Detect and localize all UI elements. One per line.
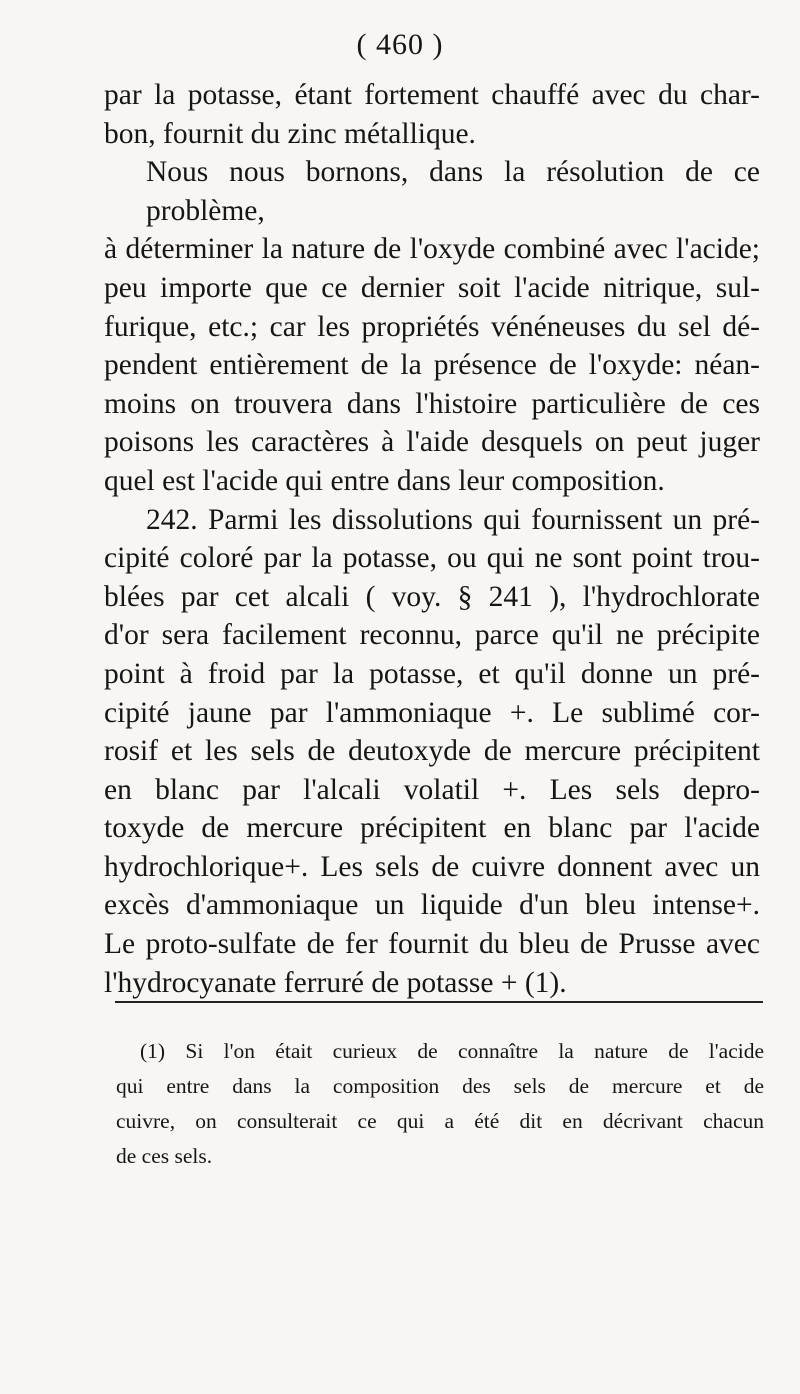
text-line: l'hydrocyanate ferruré de potasse + (1). <box>104 966 567 999</box>
body-text <box>104 76 760 1002</box>
text-line: rosif et les sels de deutoxyde de mercure précipitent <box>104 735 760 768</box>
text-line: pendent entièrement de la présence de l'oxyde: néan- <box>104 349 760 382</box>
text-line: quel est l'acide qui entre dans leur composition. <box>104 464 665 497</box>
footnote-rule <box>115 1001 763 1003</box>
footnote <box>116 1034 764 1174</box>
text-line: poisons les caractères à l'aide desquels on peut juger <box>104 426 760 459</box>
text-line: d'or sera facilement reconnu, parce qu'il ne précipite <box>104 619 760 652</box>
text-line: blées par cet alcali ( voy. § 241 ), l'hydrochlorate <box>104 580 760 613</box>
text-line: par la potasse, étant fortement chauffé avec du char- <box>104 79 760 111</box>
footnote-line: qui entre dans la composition des sels de mercure et de <box>116 1074 764 1098</box>
page-number: ( 460 ) <box>356 28 444 61</box>
footnote-line: de ces sels. <box>116 1144 213 1168</box>
text-line: 242. Parmi les dissolutions qui fournissent un pré- <box>146 503 760 536</box>
text-line: toxyde de mercure précipitent en blanc par l'acide <box>104 812 760 845</box>
text-line: à déterminer la nature de l'oxyde combiné avec l'acide; <box>104 233 760 266</box>
text-line: cipité jaune par l'ammoniaque +. Le sublimé cor- <box>104 696 760 729</box>
text-line: cipité coloré par la potasse, ou qui ne sont point trou- <box>104 542 760 575</box>
footnote-line: cuivre, on consulterait ce qui a été dit en décrivant chacun <box>116 1109 764 1133</box>
text-line: bon, fournit du zinc métallique. <box>104 117 476 150</box>
text-line: point à froid par la potasse, et qu'il donne un pré- <box>104 657 760 690</box>
text-line: moins on trouvera dans l'histoire particulière de ces <box>104 387 760 420</box>
text-line: Le proto-sulfate de fer fournit du bleu de Prusse avec <box>104 928 760 961</box>
text-line: Nous nous bornons, dans la résolution de ce problème, <box>146 156 760 227</box>
text-line: furique, etc.; car les propriétés vénéneuses du sel dé- <box>104 310 760 343</box>
text-line: hydrochlorique+. Les sels de cuivre donnent avec un <box>104 850 760 883</box>
text-line: en blanc par l'alcali volatil +. Les sels depro- <box>104 773 760 806</box>
text-line: peu importe que ce dernier soit l'acide nitrique, sul- <box>104 271 760 304</box>
footnote-line: (1) Si l'on était curieux de connaître la nature de l'acide <box>140 1039 764 1063</box>
text-line: excès d'ammoniaque un liquide d'un bleu intense+. <box>104 889 760 922</box>
